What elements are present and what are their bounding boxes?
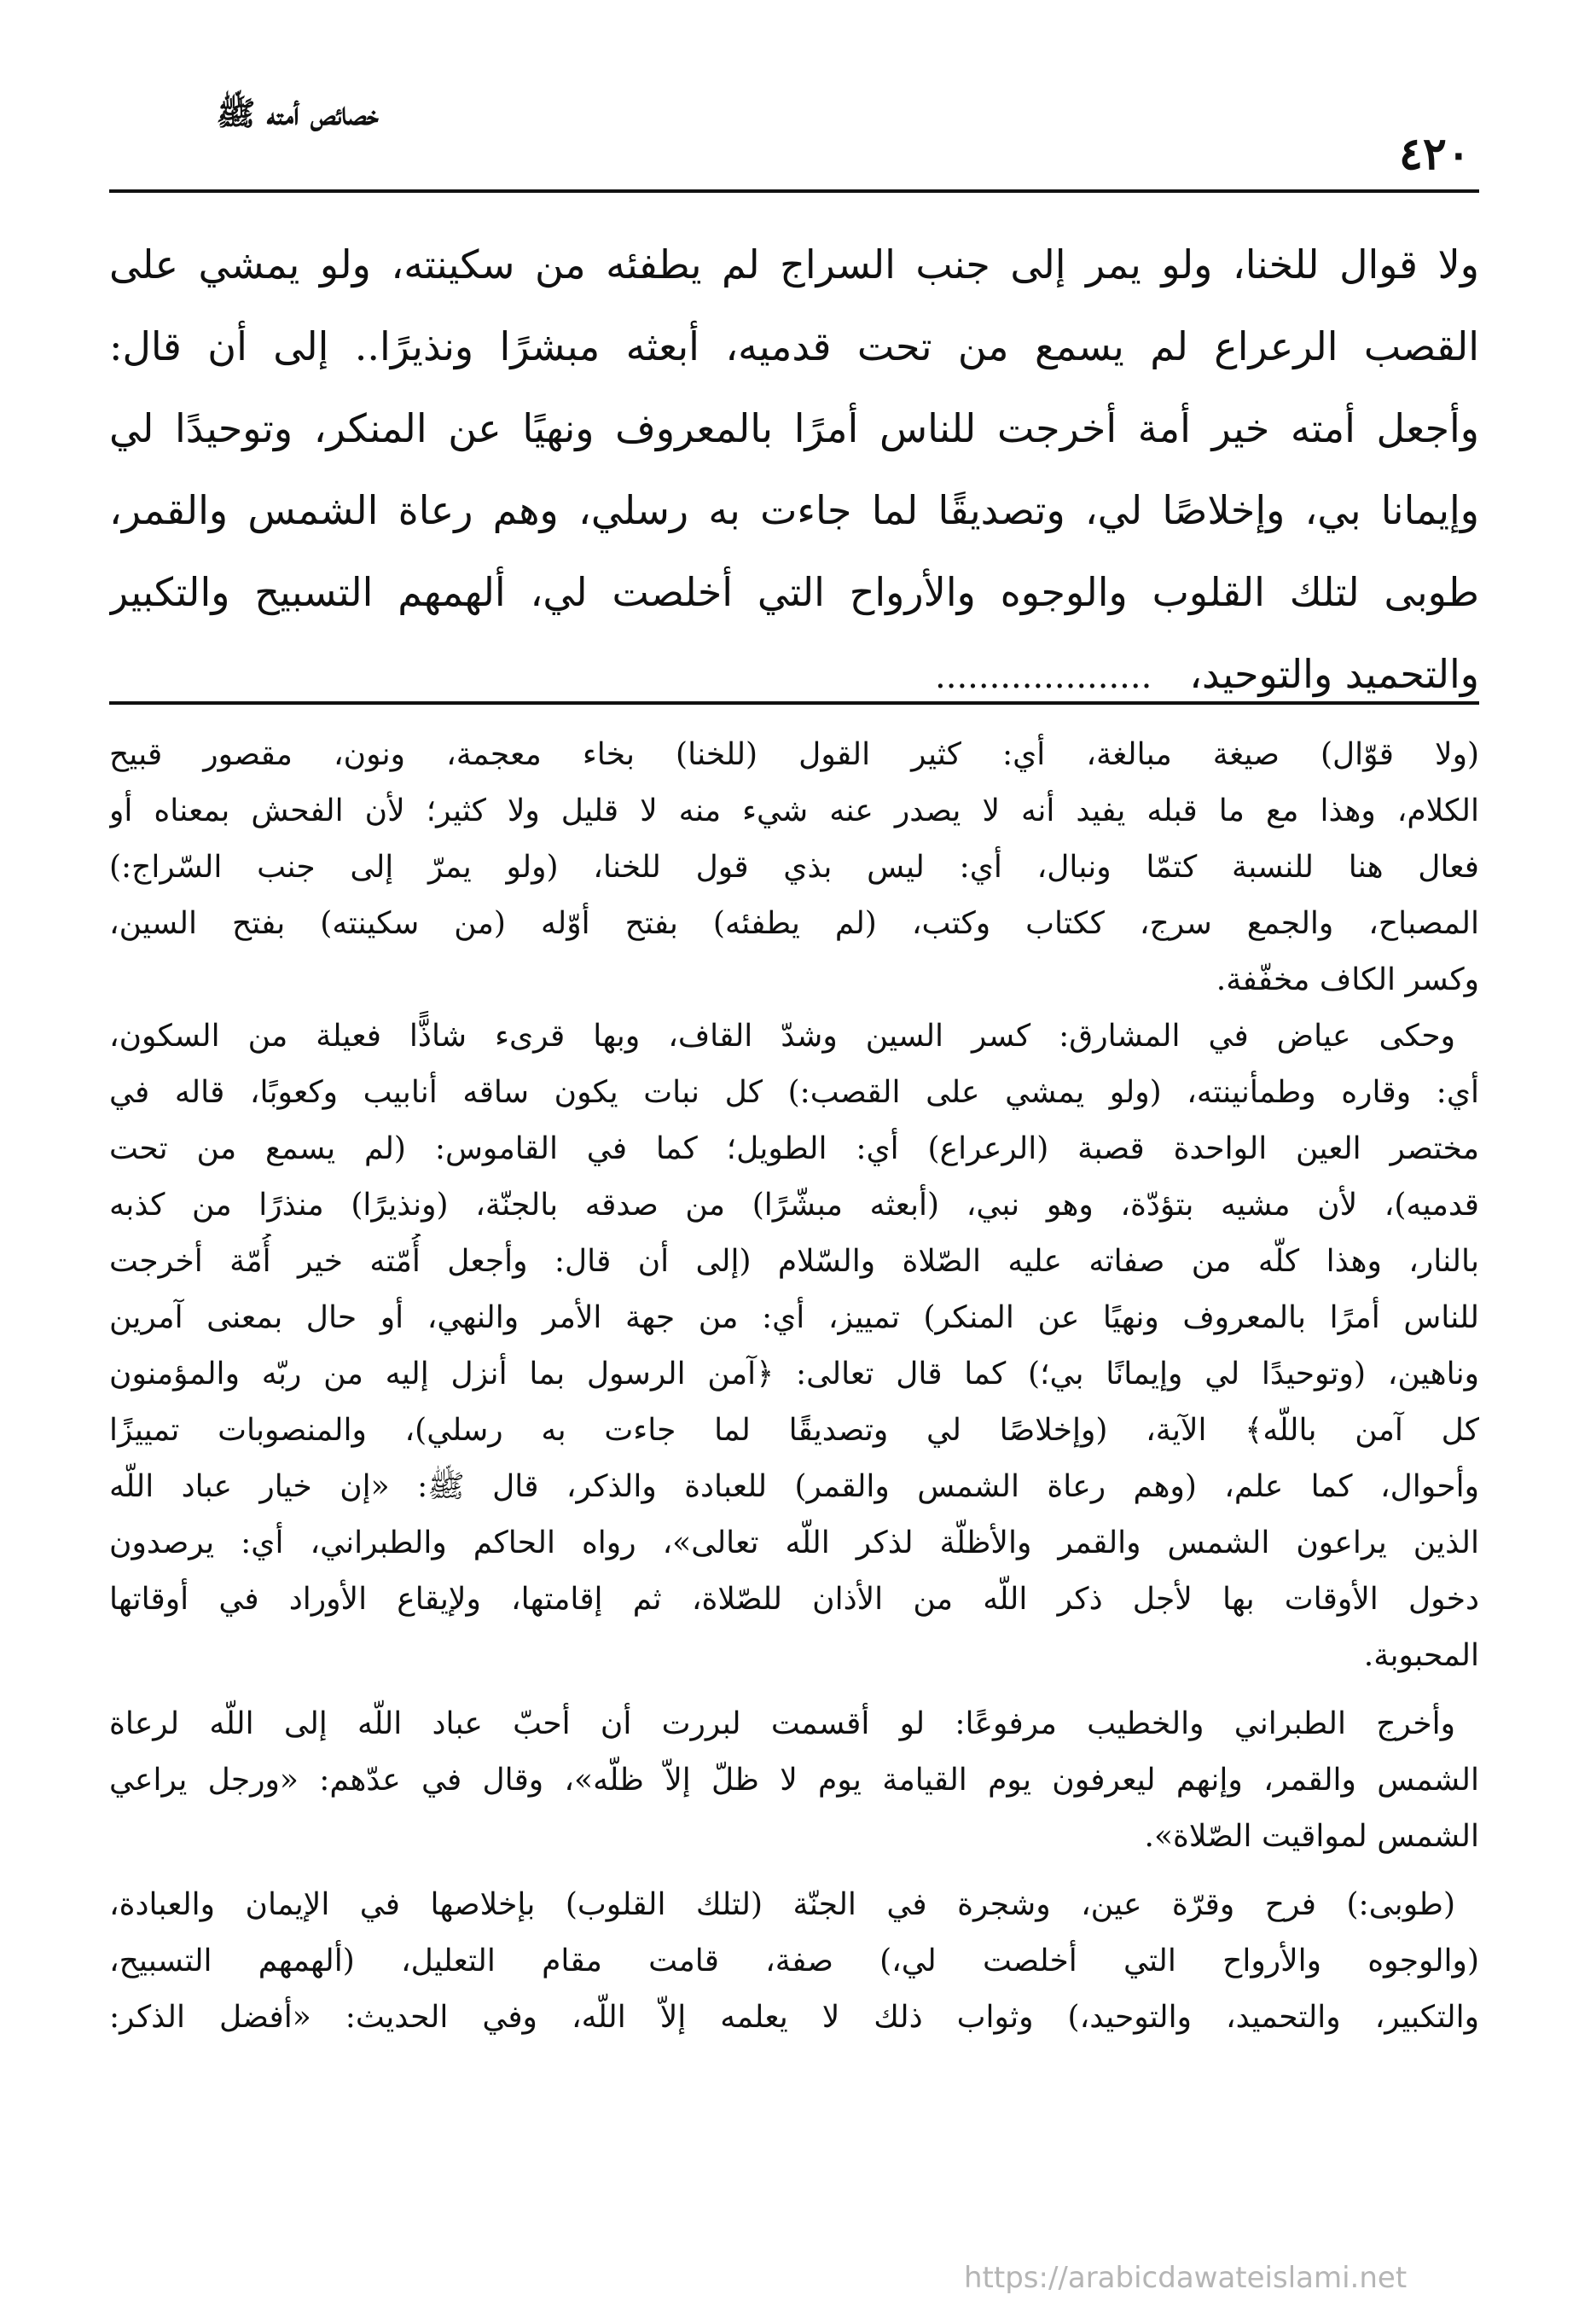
commentary-line: (ولا قوّال) صيغة مبالغة، أي: كثير القول (للخنا) بخاء معجمة، ونون، مقصور قبيح [109,737,1479,772]
commentary-line: مختصر العين الواحدة قصبة (الرعراع) أي: الطويل؛ كما في القاموس: (لم يسمع من تحت [109,1131,1479,1166]
commentary-line: والتكبير، والتحميد، والتوحيد،) وثواب ذلك لا يعلمه إلاّ اللّه، وفي الحديث: «أفضل الذكر: [109,2000,1479,2035]
commentary-line: بالنار، وهذا كلّه من صفاته عليه الصّلاة والسّلام (إلى أن قال: وأجعل أُمّته خير أُمّة أخرجت [109,1244,1479,1279]
commentary [109,727,1479,2046]
commentary-line: دخول الأوقات بها لأجل ذكر اللّه من الأذان للصّلاة، ثم إقامتها، ولإيقاع الأوراد في أوقاتها [109,1582,1479,1617]
commentary-line: كل آمن باللّه﴾ الآية، (وإخلاصًا لي وتصديقًا لما جاءت به رسلي)، والمنصوبات تمييزًا [109,1413,1479,1448]
commentary-line: (طوبى:) فرح وقرّة عين، وشجرة في الجنّة (لتلك القلوب) بإخلاصها في الإيمان والعبادة، [109,1887,1455,1922]
main-text-line: طوبى لتلك القلوب والوجوه والأرواح التي أخلصت لي، ألهمهم التسبيح والتكبير [109,569,1479,615]
main-text-line: والتحميد والتوحيد، [1189,651,1479,697]
commentary-line: الشمس والقمر، وإنهم ليعرفون يوم القيامة يوم لا ظلّ إلاّ ظلّه»، وقال في عدّهم: «ورجل يراعي [109,1763,1479,1798]
commentary-line: المصباح، والجمع سرج، ككتاب وكتب، (لم يطفئه) بفتح أوّله (من سكينته) بفتح السين، [109,906,1479,941]
main-text-line: وأجعل أمته خير أمة أخرجت للناس أمرًا بالمعروف ونهيًا عن المنكر، وتوحيدًا لي [109,405,1479,451]
commentary-line: قدميه)، لأن مشيه بتؤدّة، وهو نبي، (أبعثه مبشّرًا) من صدقه بالجنّة، (ونذيرًا) منذرًا من كذبه [109,1188,1479,1223]
commentary-line: وأحوال، كما علم، (وهم رعاة الشمس والقمر) للعبادة والذكر، قال ﷺ: «إن خيار عباد اللّه [109,1469,1479,1504]
commentary-line: وناهين، (وتوحيدًا لي وإيمانًا بي؛) كما قال تعالى: ﴿آمن الرسول بما أنزل إليه من ربّه والمؤمنون [109,1357,1479,1391]
header-rule [109,189,1479,193]
commentary-line: الكلام، وهذا مع ما قبله يفيد أنه لا يصدر عنه شيء منه لا قليل ولا كثير؛ لأن الفحش بمعناه أو [109,793,1479,828]
main-text [109,224,1479,715]
commentary-line: وكسر الكاف مخفّفة. [1216,962,1479,997]
separator-rule [109,701,1479,705]
page-number: ٤٢٠ [1399,128,1471,180]
main-text-line: ولا قوال للخنا، ولو يمر إلى جنب السراج لم يطفئه من سكينته، ولو يمشي على [109,241,1479,288]
commentary-line: أي: وقاره وطمأنينته، (ولو يمشي على القصب:) كل نبات يكون ساقه أنابيب وكعوبًا، قاله في [109,1075,1479,1110]
commentary-line: (والوجوه والأرواح التي أخلصت لي،) صفة، قامت مقام التعليل، (ألهمهم التسبيح، [109,1943,1479,1978]
commentary-line: فعال هنا للنسبة كتمّا ونبال، أي: ليس بذي قول للخنا، (ولو يمرّ إلى جنب السّراج:) [109,850,1479,885]
running-title: خصائص أمته ﷺ [216,94,379,132]
commentary-line: الذين يراعون الشمس والقمر والأظلّة لذكر اللّه تعالى»، رواه الحاكم والطبراني، أي: يرصدون [109,1525,1479,1560]
commentary-line: وأخرج الطبراني والخطيب مرفوعًا: لو أقسمت لبررت أن أحبّ عباد اللّه إلى اللّه لرعاة [109,1706,1455,1741]
commentary-line: الشمس لمواقيت الصّلاة». [1144,1819,1479,1854]
commentary-line: المحبوبة. [1363,1638,1479,1673]
commentary-line: للناس أمرًا بالمعروف ونهيًا عن المنكر) تمييز، أي: من جهة الأمر والنهي، أو حال بمعنى آمرين [109,1300,1479,1335]
main-text-line: وإيمانا بي، وإخلاصًا لي، وتصديقًا لما جاءت به رسلي، وهم رعاة الشمس والقمر، [109,487,1479,533]
main-text-line: القصب الرعراع لم يسمع من تحت قدميه، أبعثه مبشرًا ونذيرًا.. إلى أن قال: [109,323,1479,369]
commentary-line: وحكى عياض في المشارق: كسر السين وشدّ القاف، وبها قرىء شاذًّا فعيلة من السكون، [109,1019,1455,1054]
ellipsis-dots: .................... [935,657,1152,696]
watermark-url: https://arabicdawateislami.net [964,2261,1408,2295]
